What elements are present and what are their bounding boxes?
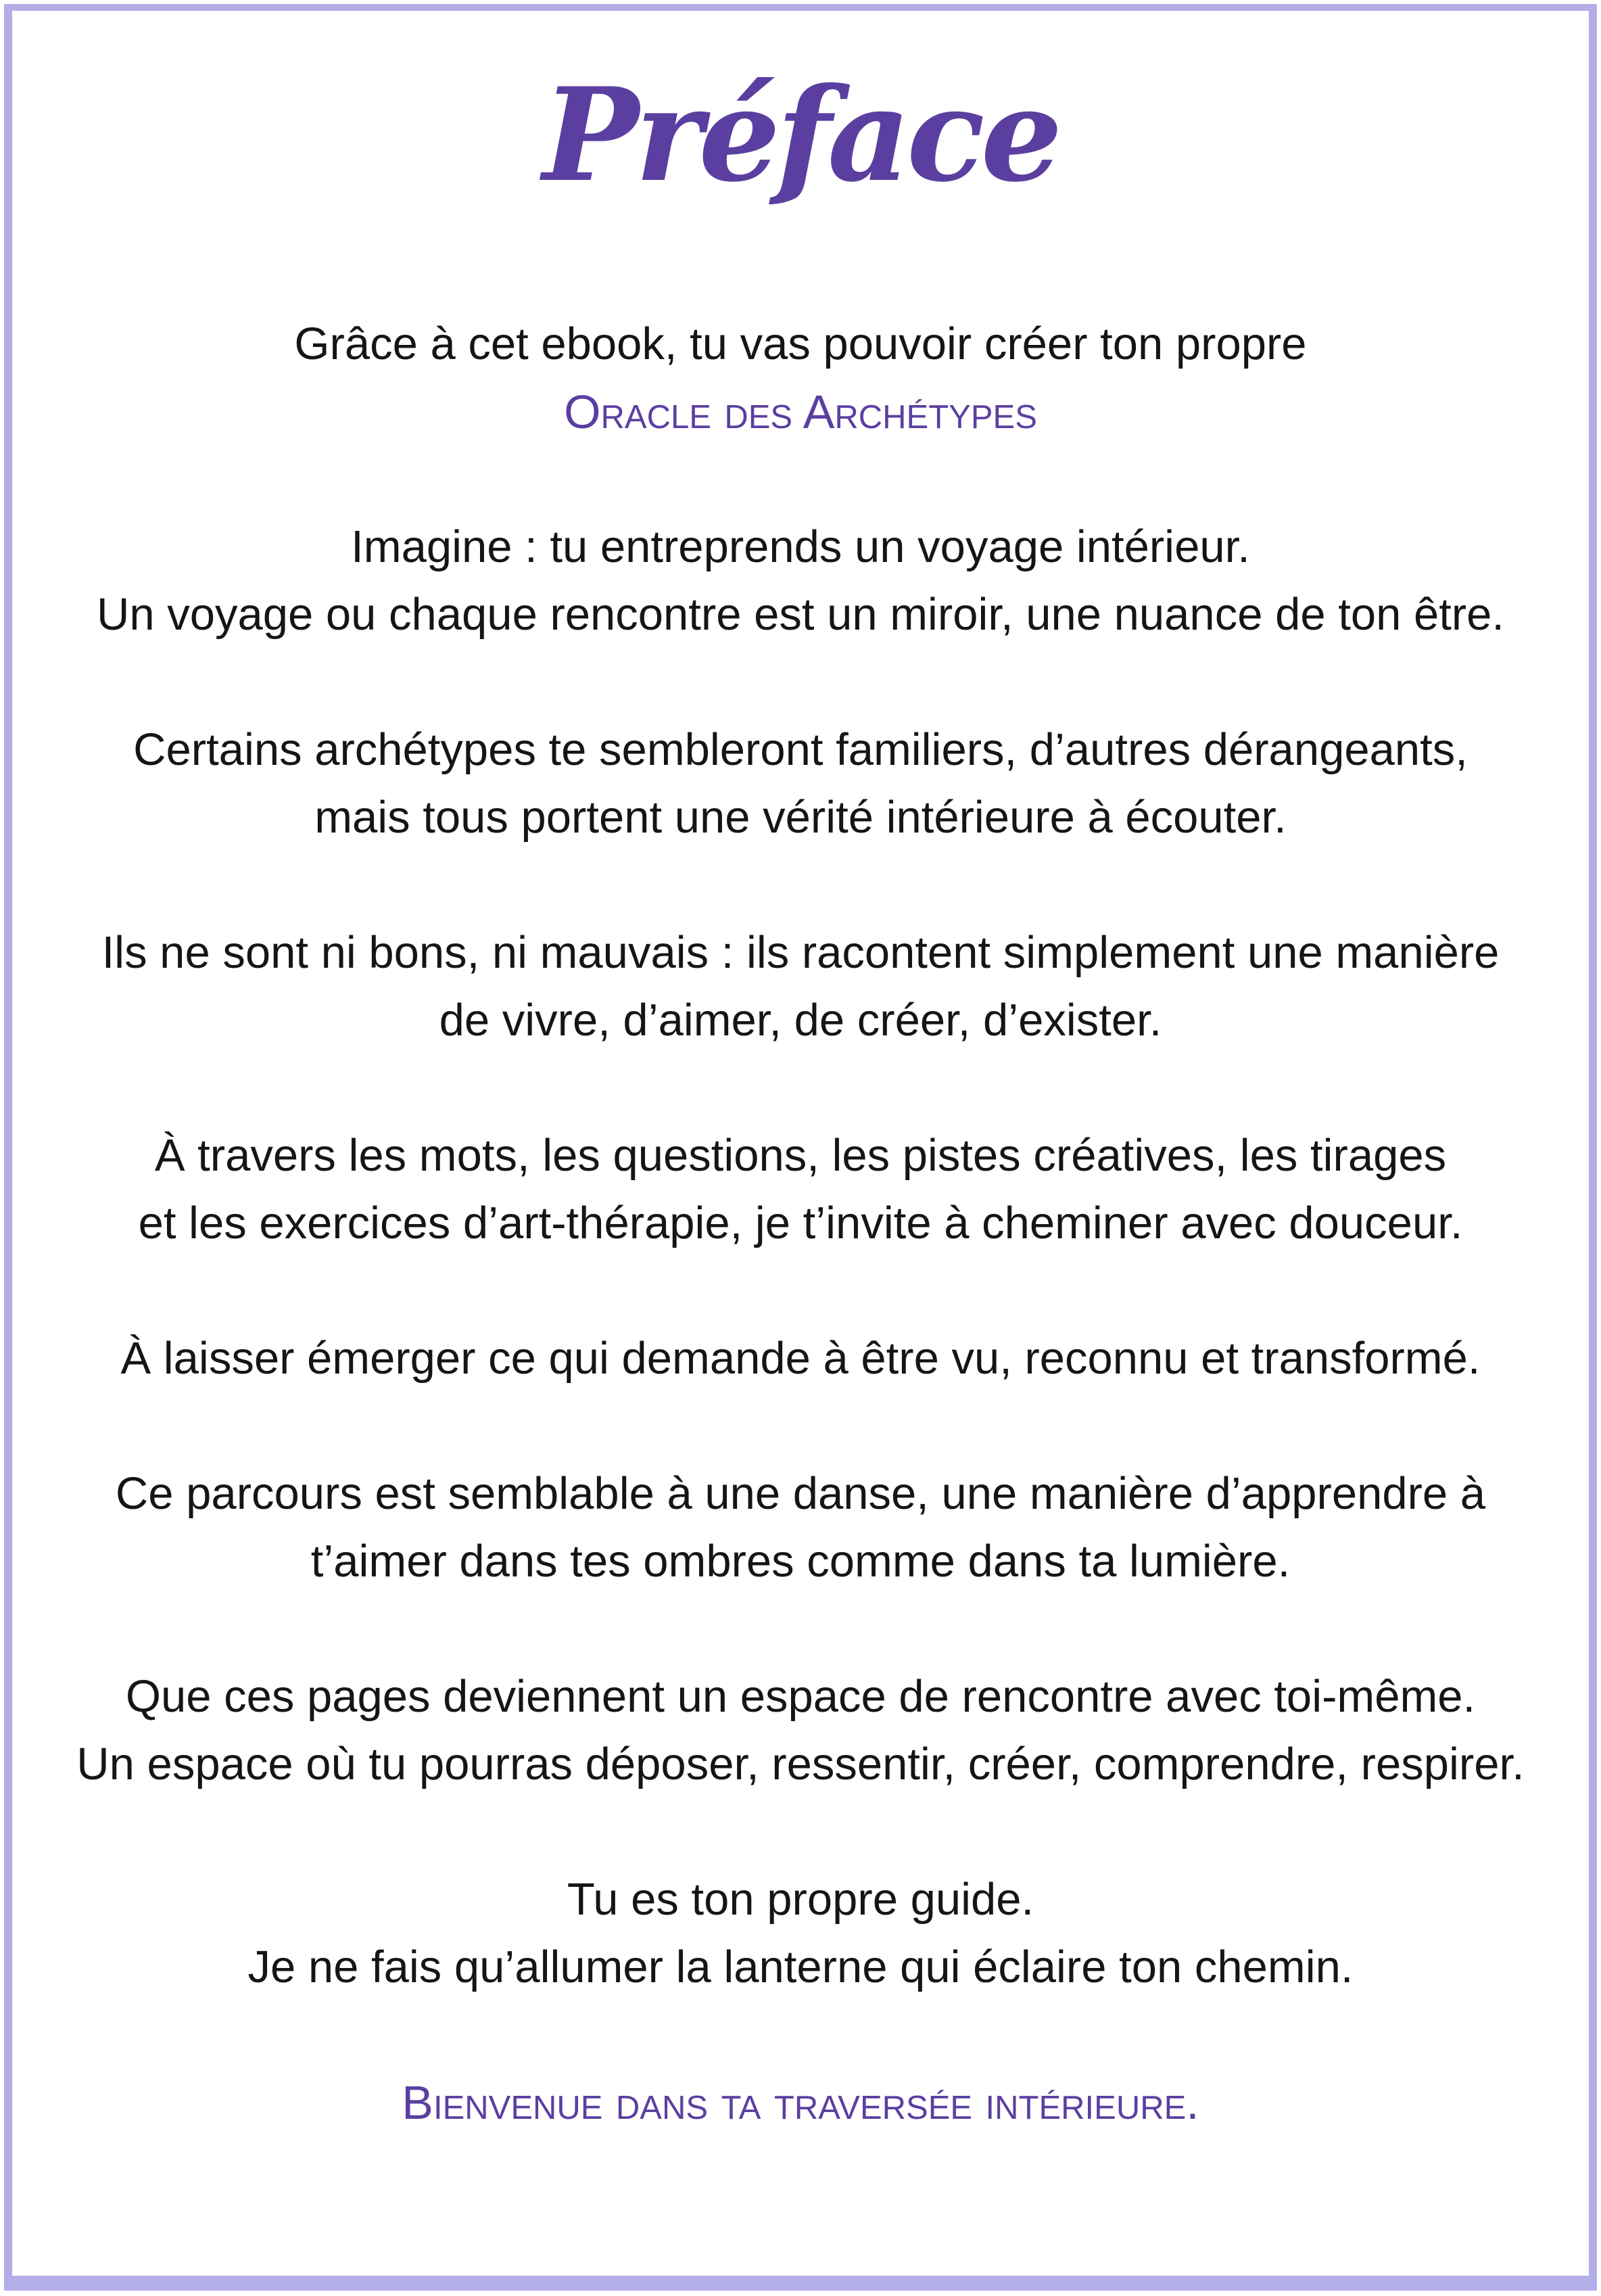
paragraph: [14, 513, 1587, 649]
paragraph: [14, 1460, 1587, 1595]
oracle-title: Oracle des Archétypes: [564, 385, 1037, 438]
text-line: mais tous portent une vérité intérieure à écouter.: [314, 792, 1287, 843]
text-line: Grâce à cet ebook, tu vas pouvoir créer ton propre: [294, 319, 1307, 369]
text-line: Un espace où tu pourras déposer, ressentir, créer, comprendre, respirer.: [76, 1739, 1525, 1789]
paragraph: [14, 716, 1587, 851]
text-line: À travers les mots, les questions, les pistes créatives, les tirages: [154, 1130, 1447, 1181]
text-line: Ils ne sont ni bons, ni mauvais : ils racontent simplement une manière: [101, 927, 1500, 978]
paragraph: [14, 919, 1587, 1054]
paragraph: [14, 1325, 1587, 1392]
paragraph: [14, 1663, 1587, 1798]
text-line: Que ces pages deviennent un espace de rencontre avec toi-même.: [125, 1671, 1476, 1722]
paragraph: [14, 310, 1587, 446]
text-line: Imagine : tu entreprends un voyage intérieur.: [351, 521, 1250, 572]
paragraph: [14, 1866, 1587, 2001]
closing-paragraph: [14, 2069, 1587, 2136]
text-line: Certains archétypes te sembleront familiers, d’autres dérangeants,: [133, 724, 1468, 775]
text-line: Je ne fais qu’allumer la lanterne qui éclaire ton chemin.: [247, 1942, 1354, 1992]
text-line: À laisser émerger ce qui demande à être vu, reconnu et transformé.: [120, 1333, 1481, 1384]
preface-body: [14, 310, 1587, 2204]
page-title: Préface: [542, 60, 1059, 210]
text-line: Un voyage ou chaque rencontre est un miroir, une nuance de ton être.: [96, 589, 1505, 640]
text-line: t’aimer dans tes ombres comme dans ta lumière.: [310, 1536, 1291, 1587]
text-line: de vivre, d’aimer, de créer, d’exister.: [439, 995, 1162, 1046]
closing-line: Bienvenue dans ta traversée intérieure.: [402, 2076, 1199, 2129]
text-line: Ce parcours est semblable à une danse, une manière d’apprendre à: [115, 1468, 1486, 1519]
paragraph: [14, 1122, 1587, 1257]
text-line: Tu es ton propre guide.: [567, 1874, 1034, 1925]
text-line: et les exercices d’art-thérapie, je t’invite à cheminer avec douceur.: [138, 1198, 1463, 1248]
